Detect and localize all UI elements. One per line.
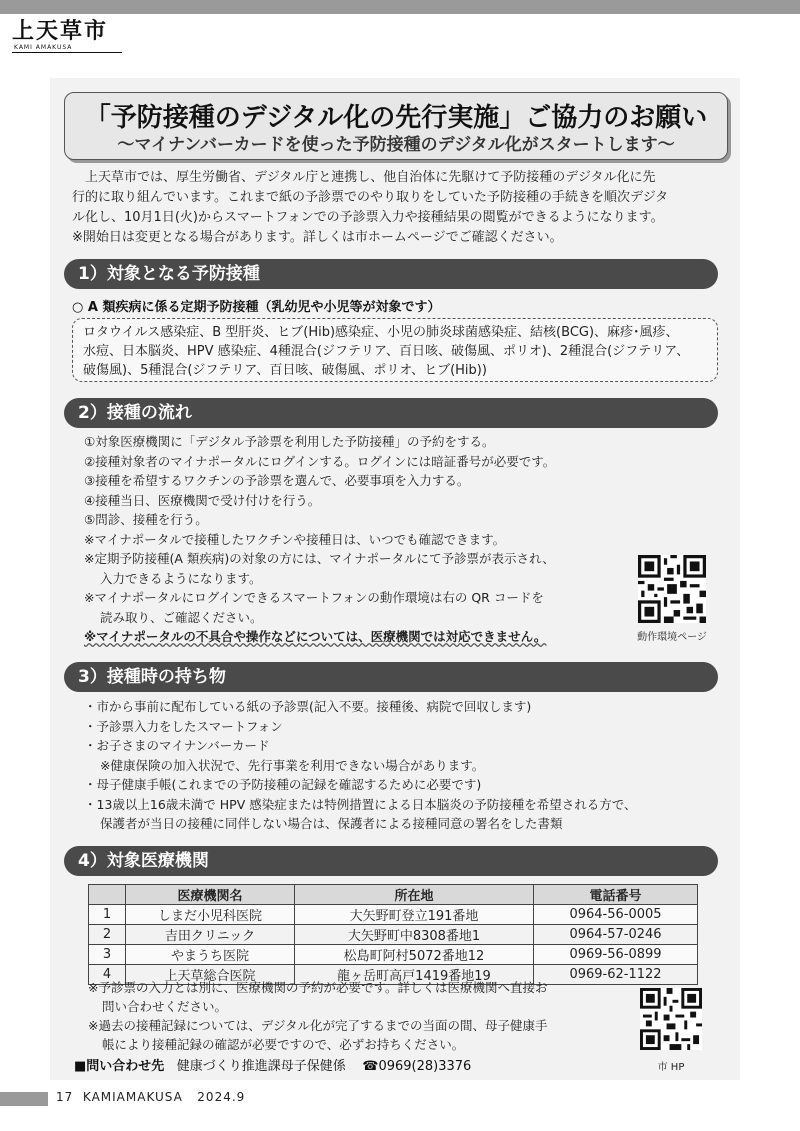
clinic-note-cont: 帳により接種記録の確認が必要ですので、必ずお持ちください。 <box>102 1037 465 1052</box>
cell-address: 大矢野町登立191番地 <box>295 905 534 925</box>
cell-phone: 0964-56-0005 <box>534 905 698 925</box>
table-header-row <box>89 885 698 905</box>
section-heading-belongings: 3）接種時の持ち物 <box>64 662 718 692</box>
clinic-note-cont: 問い合わせください。 <box>102 999 228 1014</box>
footer <box>56 1090 245 1104</box>
belonging-item: ・母子健康手帳(これまでの予防接種の記録を確認するために必要です) <box>84 777 482 792</box>
cell-number: 3 <box>89 945 126 965</box>
logo-text: 上天草市 <box>12 19 109 44</box>
qr-code-city-hp[interactable] <box>640 988 702 1050</box>
clinic-note: ※過去の接種記録については、デジタル化が完了するまでの当面の間、母子健康手 <box>88 1018 548 1033</box>
flow-note: ※定期予防接種(A 類疾病)の対象の方には、マイナポータルにて予診票が表示され、 <box>84 551 555 566</box>
page-title: 「予防接種のデジタル化の先行実施」ご協力のお願い <box>84 103 708 133</box>
vaccine-list-line: ロタウイルス感染症、B 型肝炎、ヒブ(Hib)感染症、小児の肺炎球菌感染症、結核(BCG)、麻疹･風疹、 <box>83 325 679 340</box>
cell-phone: 0969-62-1122 <box>534 965 698 985</box>
section-heading-flow: 2）接種の流れ <box>64 398 718 428</box>
belonging-item: ・13歳以上16歳未満で HPV 感染症または特例措置による日本脳炎の予防接種を希望される方で、 <box>84 796 637 812</box>
qr-caption: 市 HP <box>657 1062 685 1073</box>
belonging-item: ・お子さまのマイナンバーカード <box>84 738 270 753</box>
belonging-item: ・予診票入力をしたスマートフォン <box>84 718 283 734</box>
column-header-phone: 電話番号 <box>534 885 698 905</box>
intro-line: 行的に取り組んでいます。これまで紙の予診票でのやり取りをしていた予防接種の手続きを順次デジタ <box>72 190 669 205</box>
flow-step: ②接種対象者のマイナポータルにログインする。ログインには暗証番号が必要です。 <box>84 453 556 469</box>
cell-clinic-name: 上天草総合医院 <box>126 965 295 985</box>
qr-code-icon <box>640 988 702 1050</box>
section-heading-target-vaccinations: 1）対象となる予防接種 <box>64 259 718 289</box>
page-number: 17 <box>56 1090 74 1104</box>
cell-number: 2 <box>89 925 126 945</box>
clinic-table <box>88 884 698 985</box>
intro-note: ※開始日は変更となる場合があります。詳しくは市ホームページでご確認ください。 <box>72 230 563 245</box>
flow-note-cont: 入力できるようになります。 <box>100 570 262 586</box>
qr-code-icon <box>638 555 706 623</box>
city-logo <box>12 19 122 51</box>
vaccine-list-box <box>72 318 718 382</box>
cell-clinic-name: しまだ小児科医院 <box>126 905 295 925</box>
column-header-address: 所在地 <box>295 885 534 905</box>
clinic-note: ※予診票の入力とは別に、医療機関の予約が必要です。詳しくは医療機関へ直接お <box>88 980 548 995</box>
column-header-number <box>89 885 126 905</box>
section1-subhead: ○ A 類疾病に係る定期予防接種（乳幼児や小児等が対象です） <box>72 300 441 315</box>
cell-address: 松島町阿村5072番地12 <box>295 945 534 965</box>
qr-caption: 動作環境ページ <box>637 632 707 643</box>
table-row <box>89 925 698 945</box>
intro-line: ル化し、10月1日(火)からスマートフォンでの予診票入力や接種結果の閲覧ができるようになります。 <box>72 210 664 225</box>
belonging-item-cont: 保護者が当日の接種に同伴しない場合は、保護者による接種同意の署名をした書類 <box>100 816 563 831</box>
title-box <box>64 92 728 160</box>
publication-name: KAMIAMAKUSA <box>82 1090 183 1104</box>
cell-address: 龍ヶ岳町高戸1419番地19 <box>295 965 534 985</box>
clinic-notes <box>88 978 628 1054</box>
cell-number: 4 <box>89 965 126 985</box>
table-row <box>89 945 698 965</box>
footer-bar <box>0 1092 48 1106</box>
cell-phone: 0964-57-0246 <box>534 925 698 945</box>
issue-date: 2024.9 <box>197 1090 246 1104</box>
section-heading-clinics: 4）対象医療機関 <box>64 846 718 876</box>
column-header-name: 医療機関名 <box>126 885 295 905</box>
vaccine-list-line: 水痘、日本脳炎、HPV 感染症、4種混合(ジフテリア、百日咳、破傷風、ポリオ)、2種混合(ジフテリア、 <box>83 344 690 359</box>
belonging-note: ※健康保険の加入状況で、先行事業を利用できない場合があります。 <box>100 757 485 773</box>
contact-label: ■問い合わせ先 <box>74 1059 165 1074</box>
flow-steps <box>84 432 644 647</box>
vaccine-list-line: 破傷風)、5種混合(ジフテリア、百日咳、破傷風、ポリオ、ヒブ(Hib)) <box>83 363 487 378</box>
page-subtitle: ～マイナンバーカードを使った予防接種のデジタル化がスタートします～ <box>117 135 675 155</box>
table-row <box>89 905 698 925</box>
flow-step: ⑤問診、接種を行う。 <box>84 512 208 527</box>
logo-subtext: KAMI AMAKUSA <box>14 44 73 51</box>
cell-phone: 0969-56-0899 <box>534 945 698 965</box>
contact-phone: ☎0969(28)3376 <box>362 1059 472 1074</box>
intro-line: 上天草市では、厚生労働省、デジタル庁と連携し、他自治体に先駆けて予防接種のデジタル化に先 <box>85 170 656 185</box>
flow-step: ③接種を希望するワクチンの予診票を選んで、必要事項を入力する。 <box>84 473 470 488</box>
flow-note-cont: 読み取り、ご確認ください。 <box>100 609 263 625</box>
flow-note: ※マイナポータルにログインできるスマートフォンの動作環境は右の QR コードを <box>84 590 544 605</box>
flow-step: ④接種当日、医療機関で受け付けを行う。 <box>84 492 321 508</box>
belonging-item: ・市から事前に配布している紙の予診票(記入不要。接種後、病院で回収します) <box>84 699 532 714</box>
flow-warning: ※マイナポータルの不具合や操作などについては、医療機関では対応できません。 <box>84 629 547 644</box>
flow-note: ※マイナポータルで接種したワクチンや接種日は、いつでも確認できます。 <box>84 531 506 547</box>
top-bar <box>0 0 800 14</box>
cell-number: 1 <box>89 905 126 925</box>
cell-clinic-name: 吉田クリニック <box>126 925 295 945</box>
belongings-list <box>84 697 724 834</box>
contact-department: 健康づくり推進課母子保健係 <box>176 1059 346 1074</box>
contact-info <box>74 1055 471 1074</box>
cell-clinic-name: やまうち医院 <box>126 945 295 965</box>
flow-step: ①対象医療機関に「デジタル予診票を利用した予防接種」の予約をする。 <box>84 434 495 449</box>
cell-address: 大矢野町中8308番地1 <box>295 925 534 945</box>
logo-underline <box>12 52 122 53</box>
intro-text <box>72 168 722 248</box>
qr-code-environment[interactable] <box>638 555 706 623</box>
